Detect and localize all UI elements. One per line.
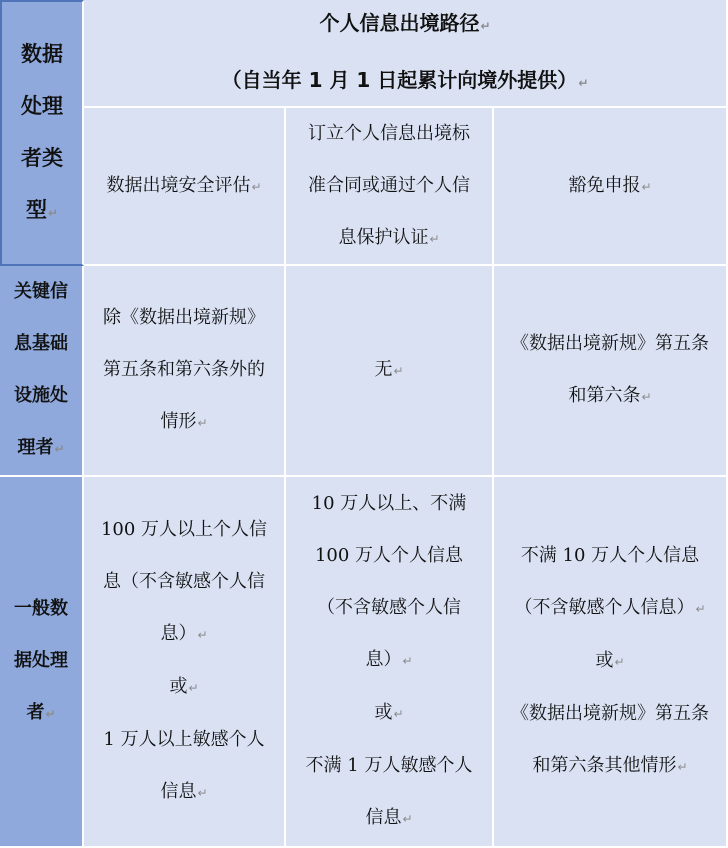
cell-line: 《数据出境新规》第五条 [511,333,709,354]
general-standard-contract-cell [286,477,494,848]
path-header-line: 订立个人信息出境标 [308,122,470,144]
ciio-exemption-cell [494,266,728,477]
cell-line: 或 [169,676,188,697]
cell-line: （不含敏感个人信息） [514,597,695,618]
paragraph-mark-icon: ↵ [197,786,208,800]
cell-line: 无 [374,359,393,380]
paragraph-mark-icon: ↵ [429,231,440,246]
cell-line: 信息 [160,781,197,802]
row-label-general-processor [0,477,84,848]
table-title-cell [84,0,728,108]
path-header-line: 数据出境安全评估 [106,174,251,196]
cell-line: 息） [160,623,197,644]
ciio-security-assessment-cell [84,266,286,477]
cell-line: 《数据出境新规》第五条 [511,703,709,724]
cell-line: 和第六条 [568,385,641,406]
paragraph-mark-icon: ↵ [45,707,56,721]
header-label-line: 数据 [21,41,63,66]
cell-line: 息） [365,649,402,670]
general-exemption-cell [494,477,728,848]
cell-line: 除《数据出境新规》 [103,307,265,328]
paragraph-mark-icon: ↵ [393,707,404,721]
cell-line: 或 [595,650,614,671]
paragraph-mark-icon: ↵ [402,654,413,668]
header-processor-type-cell [0,0,84,266]
paragraph-mark-icon: ↵ [641,390,652,404]
cell-line: 不满 1 万人敏感个人 [305,755,473,776]
paragraph-mark-icon: ↵ [641,179,652,194]
cell-line: 情形 [160,411,197,432]
paragraph-mark-icon: ↵ [614,655,625,669]
path-header-line: 息保护认证 [338,226,429,248]
paragraph-mark-icon: ↵ [251,179,262,194]
row-label-line: 一般数 [14,598,68,619]
cell-line: 1 万人以上敏感个人 [103,729,265,750]
row-label-line: 者 [26,702,45,723]
cell-line: （不含敏感个人信 [317,597,461,618]
row-label-line: 设施处 [14,385,68,406]
path-header-line: 豁免申报 [568,174,641,196]
paragraph-mark-icon: ↵ [197,628,208,642]
general-security-assessment-cell [84,477,286,848]
row-label-line: 理者 [17,437,54,458]
row-label-line: 据处理 [14,650,68,671]
header-label-line: 处理 [21,93,63,118]
ciio-standard-contract-cell [286,266,494,477]
table-title: 个人信息出境路径 [319,11,480,35]
paragraph-mark-icon: ↵ [578,76,589,90]
row-label-ciio [0,266,84,477]
row-label-line: 关键信 [14,281,68,302]
table-subtitle: （自当年 1 月 1 日起累计向境外提供） [221,68,578,92]
paragraph-mark-icon: ↵ [188,681,199,695]
paragraph-mark-icon: ↵ [402,812,413,826]
cell-line: 息（不含敏感个人信 [102,571,265,592]
paragraph-mark-icon: ↵ [677,760,688,774]
cell-line: 100 万人以上个人信 [100,519,268,540]
header-label-line: 型 [25,197,47,222]
path-header-exemption [494,108,728,266]
path-header-security-assessment [84,108,286,266]
cell-line: 100 万人个人信息 [314,545,464,566]
row-label-line: 息基础 [14,333,68,354]
cell-line: 不满 10 万人个人信息 [520,545,700,566]
paragraph-mark-icon: ↵ [47,205,59,220]
cell-line: 10 万人以上、不满 [311,493,467,514]
paragraph-mark-icon: ↵ [480,19,491,33]
paragraph-mark-icon: ↵ [54,442,65,456]
path-header-line: 准合同或通过个人信 [308,174,470,196]
paragraph-mark-icon: ↵ [197,416,208,430]
header-label-line: 者类 [21,145,63,170]
cell-line: 或 [374,702,393,723]
cell-line: 信息 [365,807,402,828]
cell-line: 和第六条其他情形 [532,755,677,776]
paragraph-mark-icon: ↵ [695,602,706,616]
path-header-standard-contract [286,108,494,266]
cell-line: 第五条和第六条外的 [103,359,265,380]
paragraph-mark-icon: ↵ [393,364,404,378]
